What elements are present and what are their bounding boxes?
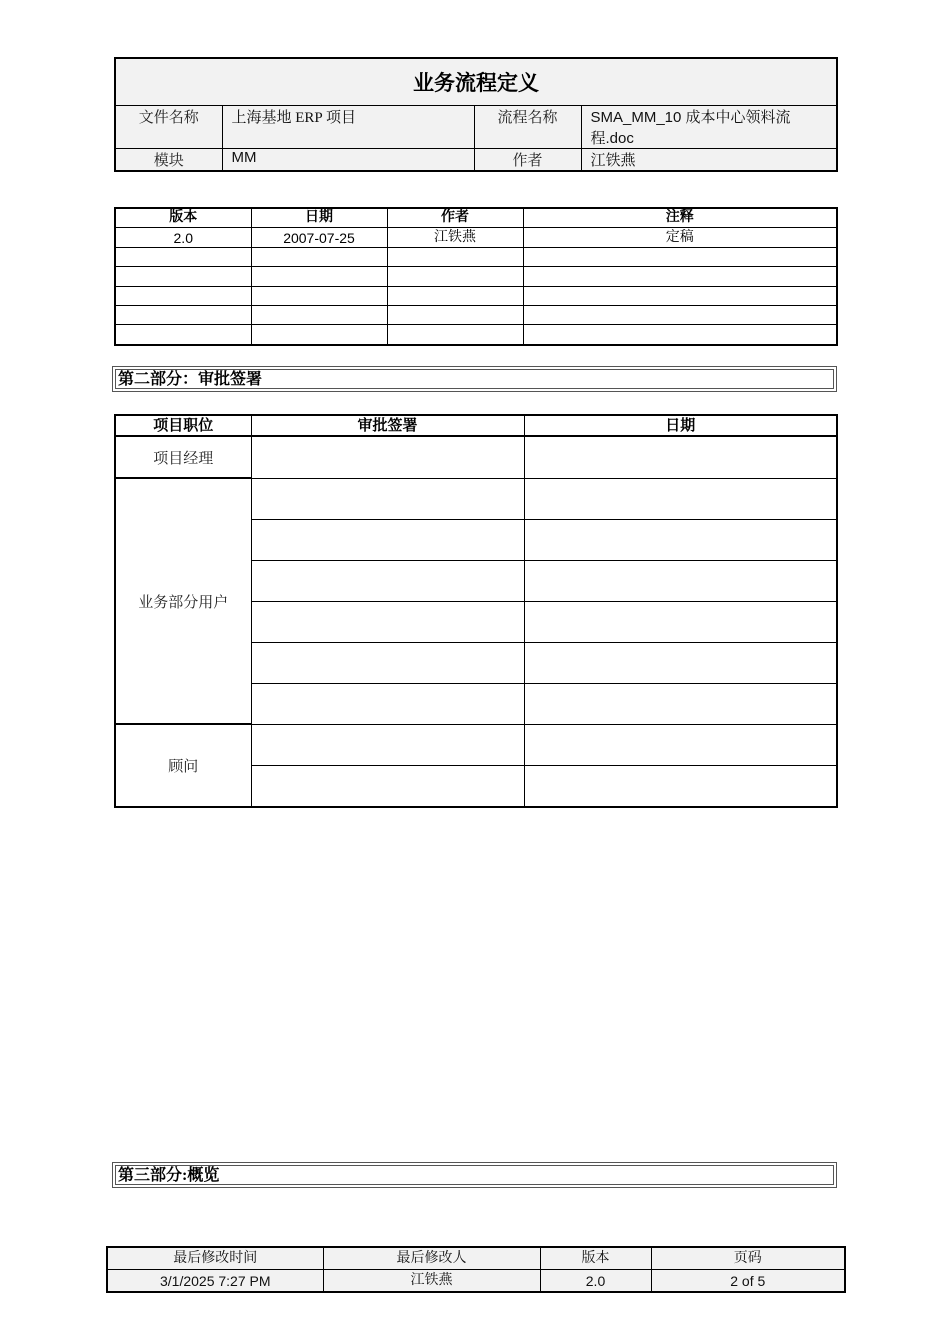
- section-3-heading: [112, 1162, 837, 1188]
- col-approval-signature: 审批签署: [251, 415, 524, 436]
- cell-version: 2.0: [115, 228, 251, 247]
- section-2-heading: [112, 366, 837, 392]
- signature-cell: [251, 765, 524, 807]
- date-cell: [524, 642, 837, 683]
- date-cell: [524, 519, 837, 560]
- col-approval-date: 日期: [524, 415, 837, 436]
- date-cell: [524, 436, 837, 478]
- date-cell: [524, 724, 837, 765]
- section-3-title: 第三部分:概览: [115, 1165, 834, 1185]
- signature-cell: [251, 601, 524, 642]
- document-header: [114, 57, 838, 172]
- version-history-table: [114, 207, 838, 346]
- author-value: 江铁燕: [581, 149, 837, 172]
- footer-version-label: 版本: [540, 1247, 651, 1270]
- approval-table: [114, 414, 838, 808]
- table-row: [115, 724, 837, 765]
- last-modifier-label: 最后修改人: [323, 1247, 540, 1270]
- process-name-line2: 程.doc: [590, 130, 634, 147]
- module-value: MM: [222, 149, 474, 172]
- last-modified-value: 3/1/2025 7:27 PM: [107, 1270, 323, 1293]
- page-number-label: 页码: [651, 1247, 845, 1270]
- signature-cell: [251, 519, 524, 560]
- table-row: [115, 305, 837, 324]
- author-label: 作者: [474, 149, 581, 172]
- signature-cell: [251, 683, 524, 724]
- table-row: [115, 436, 837, 478]
- page-footer: [106, 1246, 846, 1293]
- table-row: [115, 325, 837, 345]
- file-name-value: 上海基地 ERP 项目: [222, 106, 474, 149]
- date-cell: [524, 765, 837, 807]
- last-modifier-value: 江铁燕: [323, 1270, 540, 1293]
- date-cell: [524, 560, 837, 601]
- role-consultant: 顾问: [115, 724, 251, 807]
- cell-date: 2007-07-25: [251, 228, 387, 247]
- version-header-row: [115, 208, 837, 228]
- table-row: [115, 267, 837, 286]
- date-cell: [524, 601, 837, 642]
- col-author: 作者: [387, 208, 523, 228]
- cell-notes: 定稿: [523, 228, 837, 247]
- signature-cell: [251, 478, 524, 519]
- table-row: [115, 247, 837, 266]
- process-name-line1: SMA_MM_10 成本中心领料流: [590, 109, 791, 126]
- date-cell: [524, 683, 837, 724]
- document-title: 业务流程定义: [115, 58, 837, 106]
- col-notes: 注释: [523, 208, 837, 228]
- cell-author: 江铁燕: [387, 228, 523, 247]
- footer-version-value: 2.0: [540, 1270, 651, 1293]
- table-row: [115, 228, 837, 247]
- process-name-value: [581, 106, 837, 149]
- signature-cell: [251, 436, 524, 478]
- date-cell: [524, 478, 837, 519]
- signature-cell: [251, 724, 524, 765]
- table-row: [115, 478, 837, 519]
- col-version: 版本: [115, 208, 251, 228]
- section-2-title: 第二部分：审批签署: [115, 369, 834, 389]
- file-name-label: 文件名称: [115, 106, 222, 149]
- role-project-manager: 项目经理: [115, 436, 251, 478]
- col-date: 日期: [251, 208, 387, 228]
- module-label: 模块: [115, 149, 222, 172]
- signature-cell: [251, 560, 524, 601]
- approval-header-row: [115, 415, 837, 436]
- col-project-role: 项目职位: [115, 415, 251, 436]
- page-number-value: 2 of 5: [651, 1270, 845, 1293]
- last-modified-label: 最后修改时间: [107, 1247, 323, 1270]
- signature-cell: [251, 642, 524, 683]
- role-business-user: 业务部分用户: [115, 478, 251, 724]
- process-name-label: 流程名称: [474, 106, 581, 149]
- table-row: [115, 286, 837, 305]
